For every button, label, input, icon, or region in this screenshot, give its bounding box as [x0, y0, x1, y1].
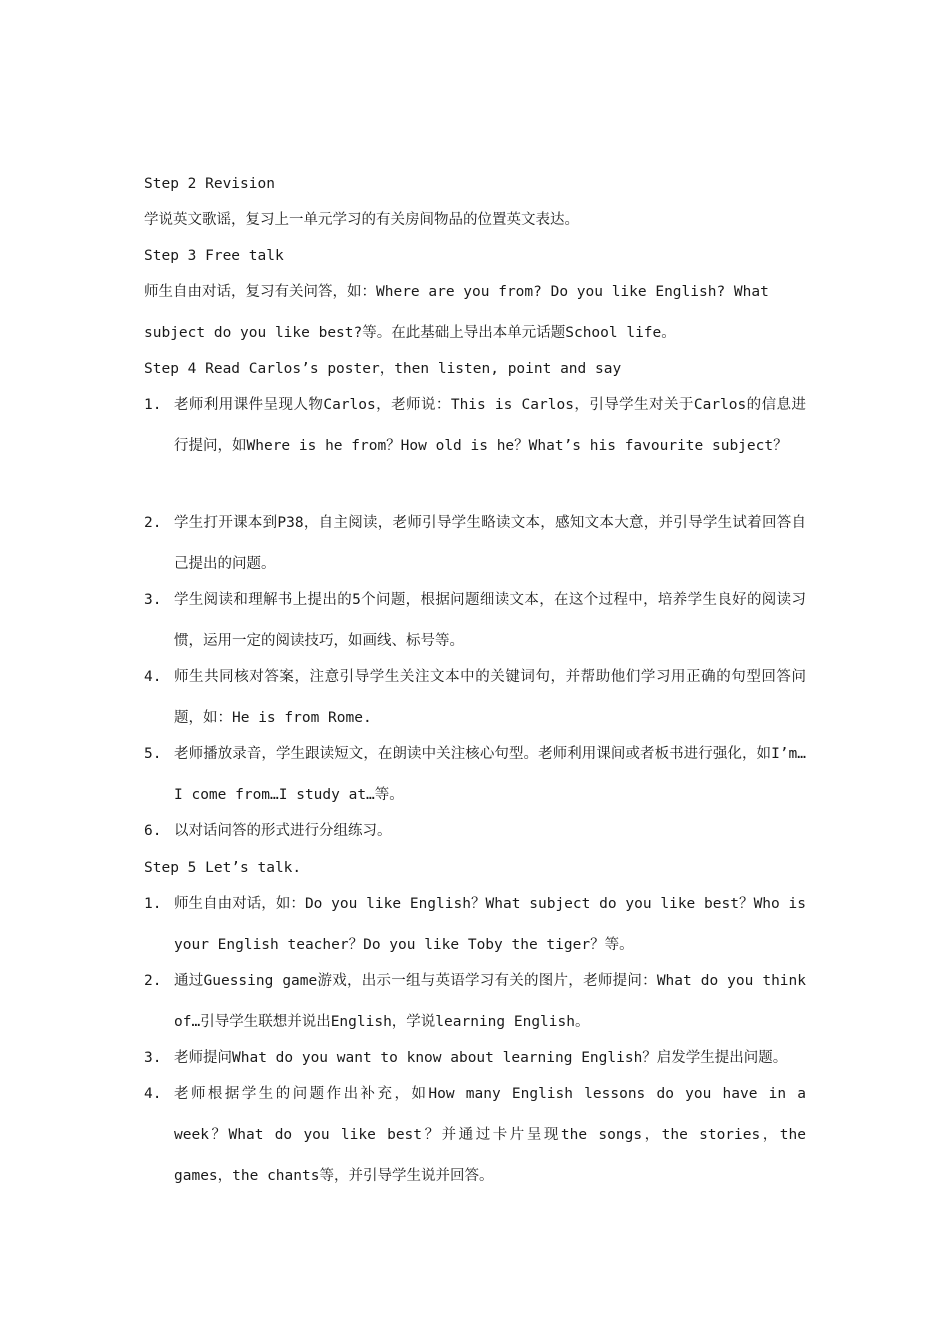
step3-heading: Step 3 Free talk: [144, 248, 284, 264]
list-text: 以对话问答的形式进行分组练习。: [174, 823, 392, 839]
list-number: 6.: [144, 823, 162, 839]
step2-heading: Step 2 Revision: [144, 176, 275, 192]
step5-item-3: [144, 1038, 806, 1079]
list-number: 2.: [144, 515, 162, 531]
list-number: 2.: [144, 973, 162, 989]
list-number: 1.: [144, 896, 162, 912]
list-text: 学生阅读和理解书上提出的5个问题，根据问题细读文本，在这个过程中，培养学生良好的阅读习惯，运用一定的阅读技巧，如画线、标号等。: [174, 592, 806, 649]
step5-item-4: [144, 1074, 806, 1197]
step2-body: 学说英文歌谣，复习上一单元学习的有关房间物品的位置英文表达。: [144, 212, 579, 228]
list-text: 通过Guessing game游戏，出示一组与英语学习有关的图片，老师提问：What do you think of…引导学生联想并说出English，学说learning English。: [174, 973, 806, 1030]
list-text: 老师利用课件呈现人物Carlos，老师说：This is Carlos，引导学生对关于Carlos的信息进行提问，如Where is he from？How old is he？What’s his favourite subject？: [174, 397, 806, 454]
step3-body: 师生自由对话，复习有关问答，如：Where are you from? Do you like English? What subject do you like best?等。在此基础上导出本单元话题School life。: [144, 284, 769, 341]
step5-item-1: [144, 884, 806, 966]
step4-item-6: [144, 811, 806, 852]
step4-item-3: [144, 580, 806, 662]
step4-heading: Step 4 Read Carlos’s poster，then listen, point and say: [144, 361, 622, 377]
list-text: 师生共同核对答案，注意引导学生关注文本中的关键词句，并帮助他们学习用正确的句型回答问题，如：He is from Rome.: [174, 669, 806, 726]
step5-item-2: [144, 961, 806, 1043]
list-number: 3.: [144, 1050, 162, 1066]
list-number: 4.: [144, 669, 162, 685]
step4-item-5: [144, 734, 806, 816]
list-number: 3.: [144, 592, 162, 608]
list-number: 1.: [144, 397, 162, 413]
step4-item-4: [144, 657, 806, 739]
list-text: 老师提问What do you want to know about learning English？启发学生提出问题。: [174, 1050, 788, 1066]
list-text: 学生打开课本到P38，自主阅读，老师引导学生略读文本，感知文本大意，并引导学生试着回答自己提出的问题。: [174, 515, 806, 572]
list-text: 师生自由对话，如：Do you like English？What subject do you like best？Who is your English teacher？Do you like Toby the tiger？等。: [174, 896, 806, 953]
list-number: 5.: [144, 746, 162, 762]
list-text: 老师根据学生的问题作出补充，如How many English lessons do you have in a week？What do you like best？并通过卡片呈现the songs，the stories，the games，the chants等，并引导学生说并回答。: [174, 1086, 806, 1184]
step5-heading: Step 5 Let’s talk.: [144, 860, 302, 876]
step4-item-2: [144, 503, 806, 585]
list-text: 老师播放录音，学生跟读短文，在朗读中关注核心句型。老师利用课间或者板书进行强化，如I’m…I come from…I study at…等。: [174, 746, 806, 803]
step4-item-1: [144, 385, 806, 467]
list-number: 4.: [144, 1086, 162, 1102]
